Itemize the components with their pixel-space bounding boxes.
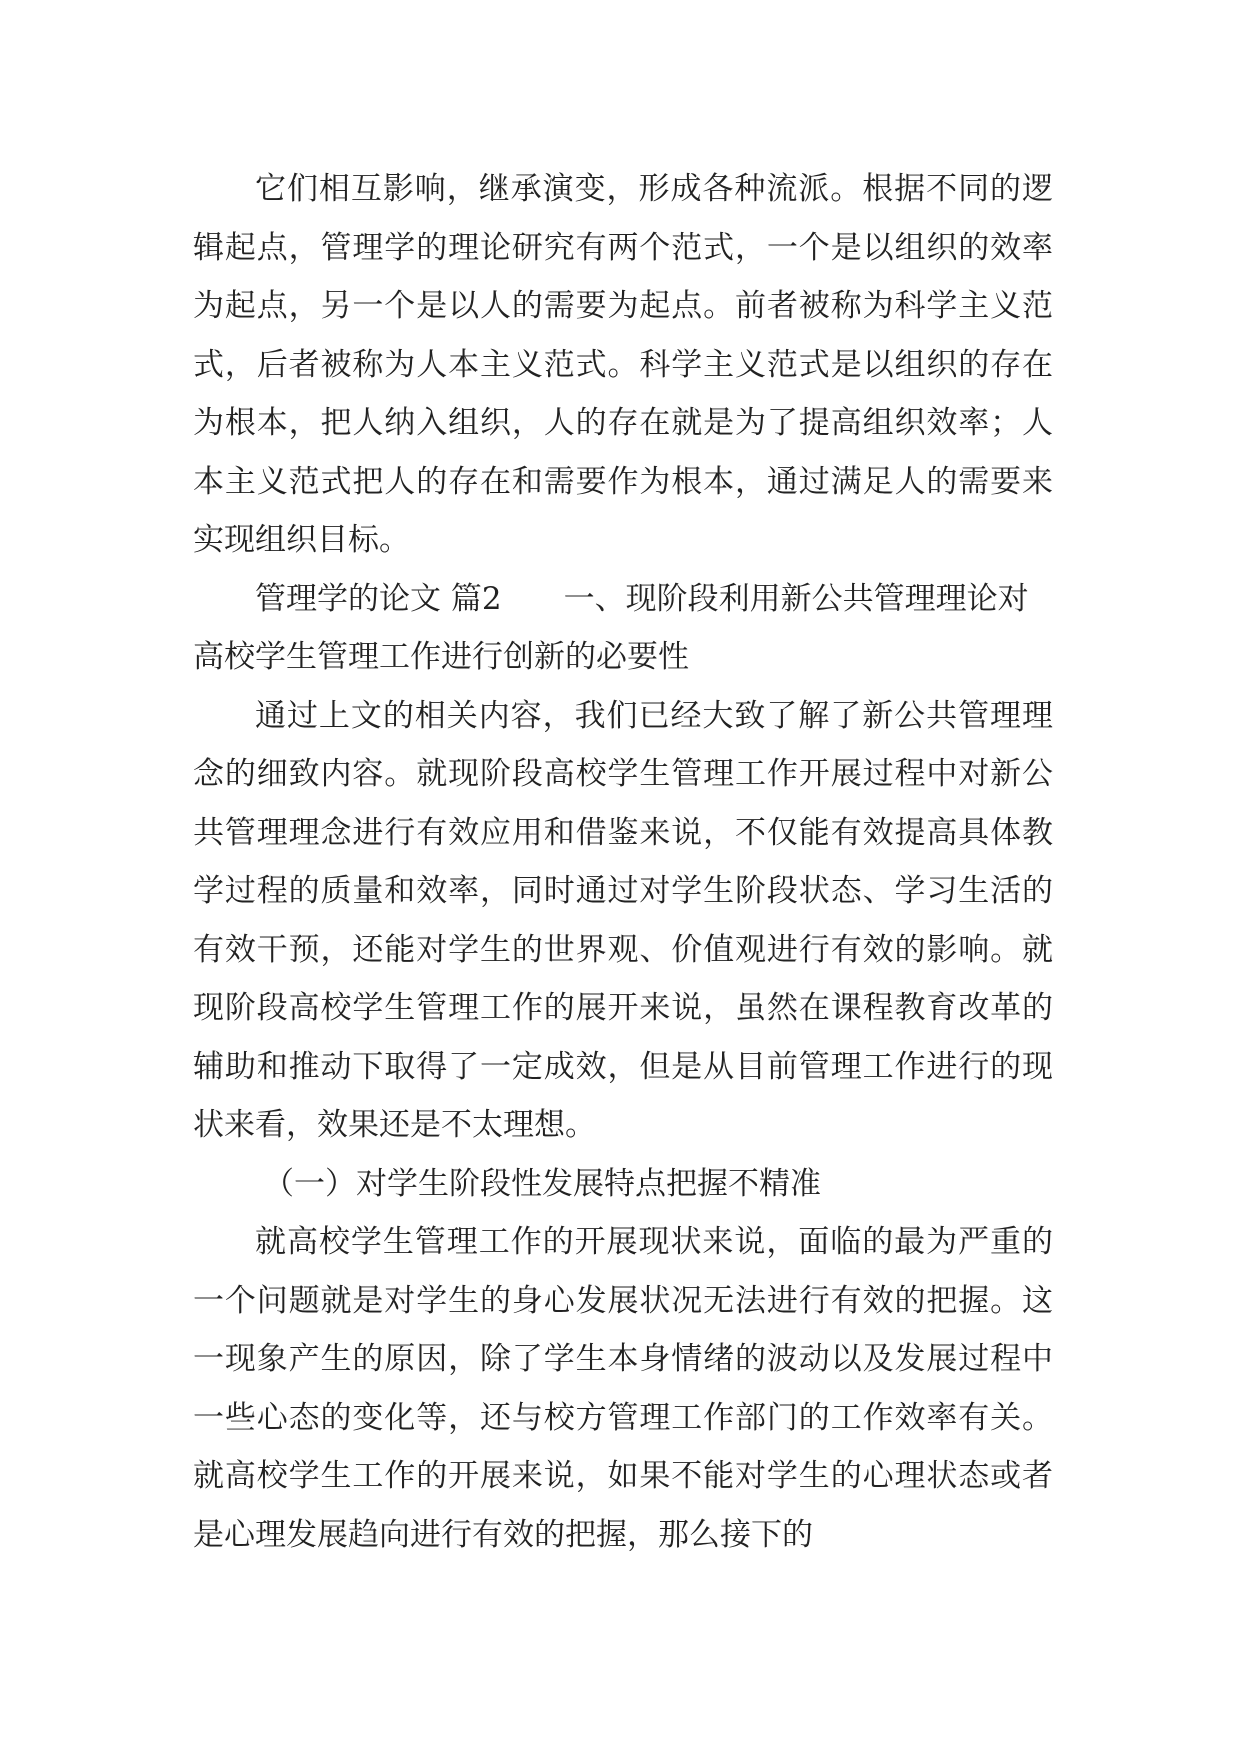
section-heading-paper-2 [193,570,1053,687]
paragraph-new-public-management: 通过上文的相关内容，我们已经大致了解了新公共管理理念的细致内容。就现阶段高校学生管理工作开展过程中对新公共管理理念进行有效应用和借鉴来说，不仅能有效提高具体教学过程的质量和效率，同时通过对学生阶段状态、学习生活的有效干预，还能对学生的世界观、价值观进行有效的影响。就现阶段高校学生管理工作的展开来说，虽然在课程教育改革的辅助和推动下取得了一定成效，但是从目前管理工作进行的现状来看，效果还是不太理想。 [193,697,1053,1143]
paragraph-student-management-status: 就高校学生管理工作的开展现状来说，面临的最为严重的一个问题就是对学生的身心发展状况无法进行有效的把握。这一现象产生的原因，除了学生本身情绪的波动以及发展过程中一些心态的变化等，还与校方管理工作部门的工作效率有关。就高校学生工作的开展来说，如果不能对学生的心理状态或者是心理发展趋向进行有效的把握，那么接下的 [193,1224,1053,1553]
document-body [193,160,1053,1564]
section-subtitle: 一、现阶段利用新公共管理理论对高校学生管理工作进行创新的必要性 [193,580,1029,675]
subheading-stage-characteristics: （一）对学生阶段性发展特点把握不精准 [263,1165,821,1202]
paragraph-management-paradigms: 它们相互影响，继承演变，形成各种流派。根据不同的逻辑起点，管理学的理论研究有两个范式，一个是以组织的效率为起点，另一个是以人的需要为起点。前者被称为科学主义范式，后者被称为人本主义范式。科学主义范式是以组织的存在为根本，把人纳入组织，人的存在就是为了提高组织效率；人本主义范式把人的存在和需要作为根本，通过满足人的需要来实现组织目标。 [193,171,1053,558]
section-title: 管理学的论文 篇2 [255,580,502,617]
